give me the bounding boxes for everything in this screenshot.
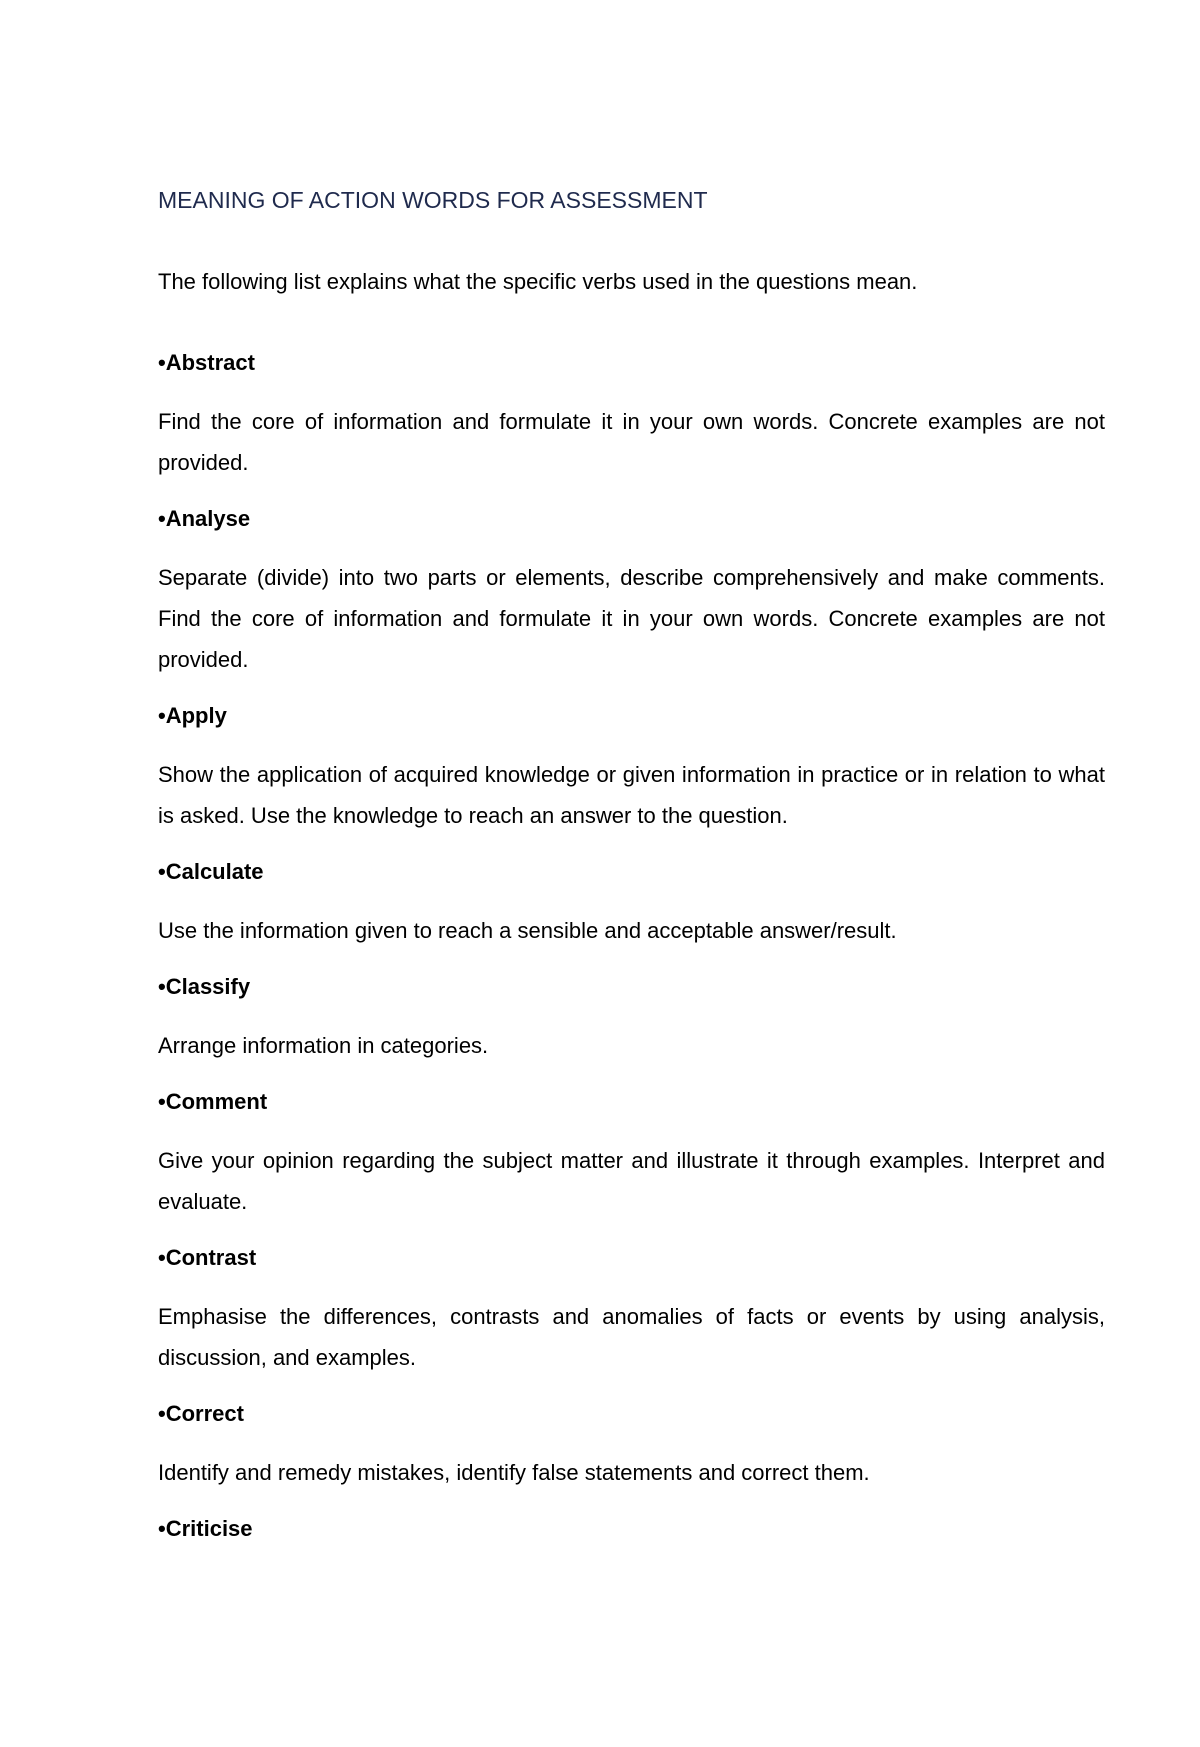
- term-heading: •Classify: [158, 974, 251, 999]
- entry-calculate: [158, 857, 1105, 951]
- entry-correct: [158, 1399, 1105, 1493]
- term-definition: Emphasise the differences, contrasts and anomalies of facts or events by using analysis, discussion, and examples.: [158, 1304, 1105, 1370]
- term-heading: •Contrast: [158, 1245, 257, 1270]
- entry-classify: [158, 972, 1105, 1066]
- term-definition: Find the core of information and formulate it in your own words. Concrete examples are not provided.: [158, 409, 1105, 475]
- term-definition: Use the information given to reach a sensible and acceptable answer/result.: [158, 918, 897, 943]
- term-heading: •Apply: [158, 703, 227, 728]
- entry-apply: [158, 701, 1105, 836]
- entry-contrast: [158, 1243, 1105, 1378]
- term-definition: Give your opinion regarding the subject matter and illustrate it through examples. Interpret and evaluate.: [158, 1148, 1105, 1214]
- term-heading: •Correct: [158, 1401, 244, 1426]
- term-heading: •Abstract: [158, 350, 255, 375]
- entry-criticise: [158, 1514, 1105, 1544]
- document-title: MEANING OF ACTION WORDS FOR ASSESSMENT: [158, 187, 708, 213]
- term-definition: Separate (divide) into two parts or elements, describe comprehensively and make comments. Find the core of information and formulate it in your own words. Concrete examples are not provided.: [158, 565, 1105, 672]
- term-definition: Identify and remedy mistakes, identify false statements and correct them.: [158, 1460, 870, 1485]
- term-heading: •Comment: [158, 1089, 268, 1114]
- entry-analyse: [158, 504, 1105, 680]
- document-page: [158, 185, 1105, 1565]
- term-heading: •Analyse: [158, 506, 251, 531]
- term-heading: •Criticise: [158, 1516, 253, 1541]
- entry-comment: [158, 1087, 1105, 1222]
- term-definition: Arrange information in categories.: [158, 1033, 489, 1058]
- entry-abstract: [158, 348, 1105, 483]
- term-definition: Show the application of acquired knowledge or given information in practice or in relation to what is asked. Use the knowledge to reach an answer to the question.: [158, 762, 1105, 828]
- term-heading: •Calculate: [158, 859, 264, 884]
- intro-paragraph: The following list explains what the specific verbs used in the questions mean.: [158, 269, 918, 294]
- action-word-list: [158, 348, 1105, 1544]
